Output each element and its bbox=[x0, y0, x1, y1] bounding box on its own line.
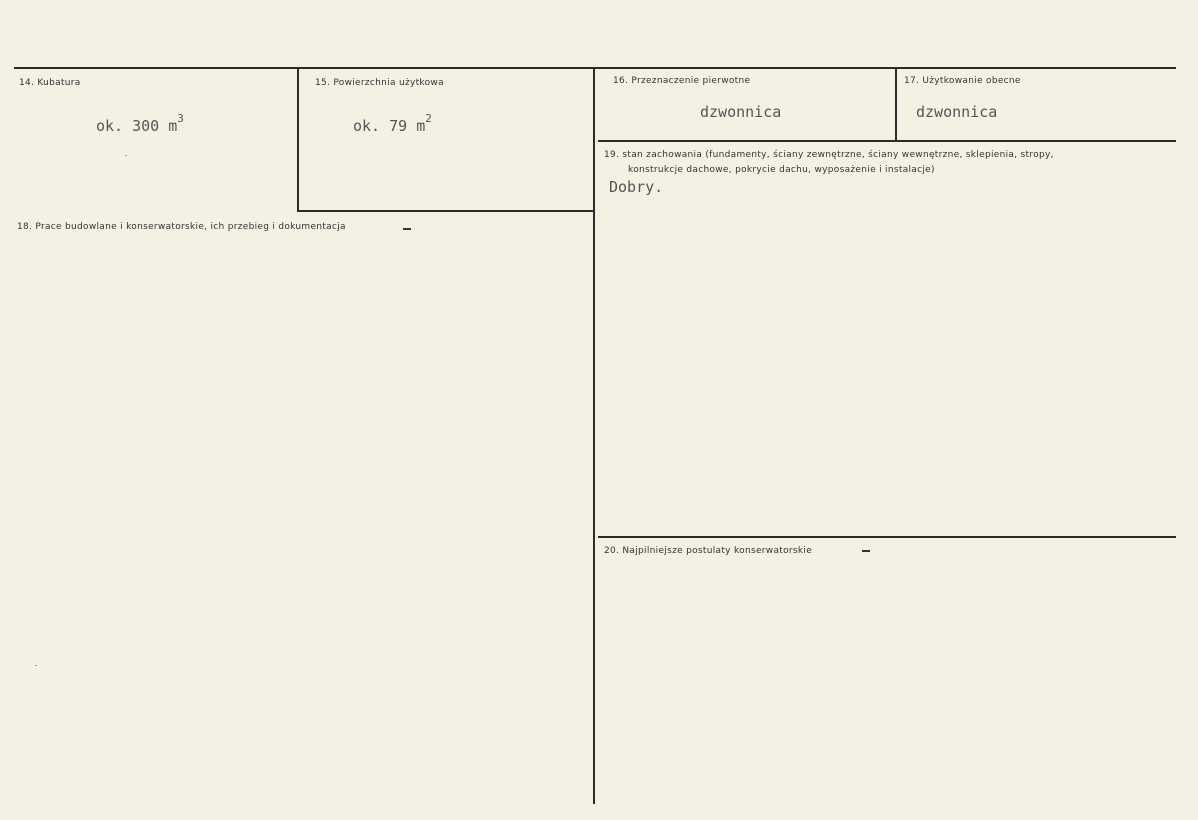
field-19-label-line1: 19. stan zachowania (fundamenty, ściany zewnętrzne, ściany wewnętrzne, sklepienia, stropy, bbox=[604, 150, 1054, 160]
field-19-value: Dobry. bbox=[609, 178, 664, 196]
field-15-value-text: ok. 79 m bbox=[353, 117, 426, 135]
field-15-value bbox=[353, 112, 432, 135]
field-20-empty-dash bbox=[862, 550, 870, 552]
field-15-label: 15. Powierzchnia użytkowa bbox=[315, 78, 444, 88]
rule-above-20 bbox=[598, 536, 1176, 538]
paper-speck bbox=[35, 665, 37, 666]
field-17-label: 17. Użytkowanie obecne bbox=[904, 76, 1021, 86]
field-17-value: dzwonnica bbox=[916, 103, 998, 121]
field-18-label: 18. Prace budowlane i konserwatorskie, ich przebieg i dokumentacja bbox=[17, 222, 346, 232]
field-14-value-exponent: 3 bbox=[177, 112, 184, 125]
paper-speck bbox=[125, 155, 127, 156]
field-14-value-text: ok. 300 m bbox=[96, 117, 178, 135]
field-19-label-line2: konstrukcje dachowe, pokrycie dachu, wyposażenie i instalacje) bbox=[628, 165, 935, 175]
field-14-label: 14. Kubatura bbox=[19, 78, 81, 88]
field-15-value-exponent: 2 bbox=[425, 112, 432, 125]
top-rule bbox=[14, 67, 1176, 69]
field-14-value bbox=[96, 112, 184, 135]
field-20-label: 20. Najpilniejsze postulaty konserwatorskie bbox=[604, 546, 813, 556]
center-divider bbox=[593, 69, 595, 804]
field-16-label: 16. Przeznaczenie pierwotne bbox=[613, 76, 751, 86]
divider-16-17 bbox=[895, 69, 897, 141]
rule-under-14-15 bbox=[298, 210, 594, 212]
field-18-empty-dash bbox=[403, 228, 411, 230]
rule-under-16-17 bbox=[598, 140, 1176, 142]
field-16-value: dzwonnica bbox=[700, 103, 782, 121]
divider-14-15 bbox=[297, 69, 299, 212]
